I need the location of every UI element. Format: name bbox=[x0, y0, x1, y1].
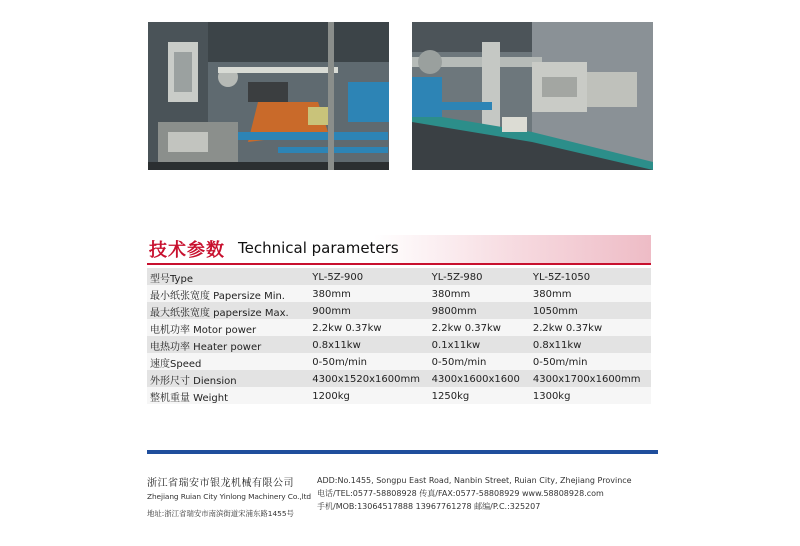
machine-photo-right bbox=[412, 22, 653, 170]
section-title-en: Technical parameters bbox=[238, 239, 399, 257]
row-label: 型号Type bbox=[147, 268, 309, 285]
table-row bbox=[147, 319, 651, 336]
machine-photo-conveyor-icon bbox=[412, 22, 653, 170]
table-cell: 2.2kw 0.37kw bbox=[530, 319, 651, 336]
table-cell: 380mm bbox=[530, 285, 651, 302]
row-label: 最大纸张宽度 papersize Max. bbox=[147, 302, 309, 319]
row-label: 速度Speed bbox=[147, 353, 309, 370]
table-cell: 4300x1600x1600 bbox=[429, 370, 530, 387]
section-title-cn: 技术参数 bbox=[149, 240, 225, 261]
address-en: ADD:No.1455, Songpu East Road, Nanbin Street, Ruian City, Zhejiang Province bbox=[317, 476, 632, 485]
row-label: 外形尺寸 Diension bbox=[147, 370, 309, 387]
contact-block bbox=[317, 474, 657, 513]
table-cell: 0.8x11kw bbox=[309, 336, 428, 353]
table-cell: 380mm bbox=[429, 285, 530, 302]
table-cell: 1300kg bbox=[530, 387, 651, 404]
table-row bbox=[147, 268, 651, 285]
table-cell: 0.1x11kw bbox=[429, 336, 530, 353]
machine-photo-feeder-icon bbox=[148, 22, 389, 170]
table-row bbox=[147, 302, 651, 319]
table-cell: YL-5Z-1050 bbox=[530, 268, 651, 285]
table-cell: 380mm bbox=[309, 285, 428, 302]
tech-parameters-section bbox=[147, 235, 651, 404]
table-cell: 0-50m/min bbox=[429, 353, 530, 370]
row-label: 电热功率 Heater power bbox=[147, 336, 309, 353]
machine-photo-left bbox=[148, 22, 389, 170]
table-row bbox=[147, 370, 651, 387]
table-cell: 2.2kw 0.37kw bbox=[309, 319, 428, 336]
parameters-table bbox=[147, 268, 651, 404]
table-cell: 900mm bbox=[309, 302, 428, 319]
row-label: 最小纸张宽度 Papersize Min. bbox=[147, 285, 309, 302]
footer-divider bbox=[147, 450, 658, 454]
company-name-cn: 浙江省瑞安市银龙机械有限公司 bbox=[147, 478, 294, 489]
row-label: 电机功率 Motor power bbox=[147, 319, 309, 336]
table-cell: 0.8x11kw bbox=[530, 336, 651, 353]
company-address-cn: 地址:浙江省瑞安市南滨街道宋浦东路1455号 bbox=[147, 509, 294, 518]
company-block bbox=[147, 474, 317, 519]
table-cell: 1200kg bbox=[309, 387, 428, 404]
table-cell: 1250kg bbox=[429, 387, 530, 404]
table-row bbox=[147, 353, 651, 370]
mobile-postcode: 手机/MOB:13064517888 13967761278 邮编/P.C.:325207 bbox=[317, 502, 541, 511]
table-cell: 4300x1520x1600mm bbox=[309, 370, 428, 387]
phone-fax-web: 电话/TEL:0577-58808928 传真/FAX:0577-58808929 www.58808928.com bbox=[317, 489, 604, 498]
table-cell: 4300x1700x1600mm bbox=[530, 370, 651, 387]
company-name-en: Zhejiang Ruian City Yinlong Machinery Co.,ltd bbox=[147, 492, 311, 501]
table-cell: 0-50m/min bbox=[530, 353, 651, 370]
table-cell: 9800mm bbox=[429, 302, 530, 319]
table-row bbox=[147, 285, 651, 302]
row-label: 整机重量 Weight bbox=[147, 387, 309, 404]
table-row bbox=[147, 387, 651, 404]
table-cell: 1050mm bbox=[530, 302, 651, 319]
tech-parameters-header bbox=[147, 235, 651, 265]
table-cell: YL-5Z-900 bbox=[309, 268, 428, 285]
table-cell: 0-50m/min bbox=[309, 353, 428, 370]
table-cell: YL-5Z-980 bbox=[429, 268, 530, 285]
table-row bbox=[147, 336, 651, 353]
table-cell: 2.2kw 0.37kw bbox=[429, 319, 530, 336]
